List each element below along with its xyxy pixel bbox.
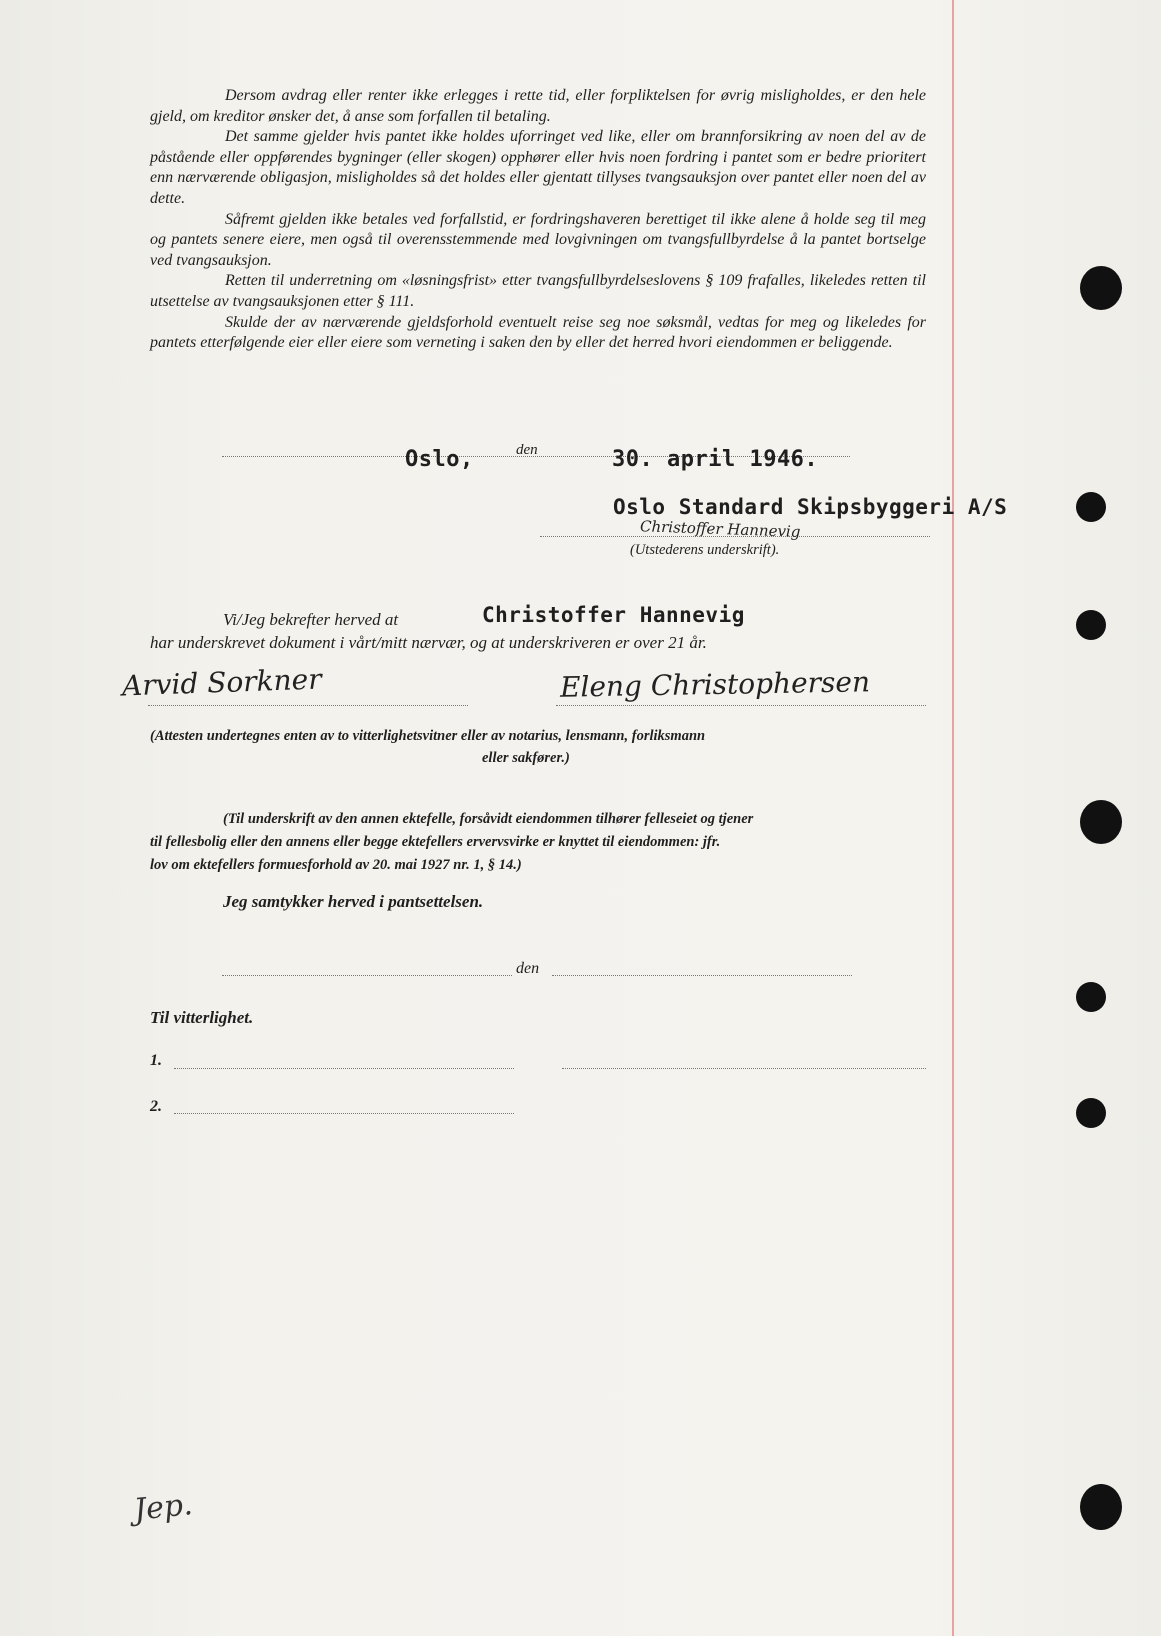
clause-insurance: Det samme gjelder hvis pantet ikke holdes uforringet ved like, eller om brannforsikring av noen del av de påstående eller oppførendes bygninger (eller skogen) opphører eller hvis noen fordring i pantet som er bedre prioritert enn nærværende obligasjon, misligholdes så det holdes eller gjentatt tillyses tvangsauksjon over pantet eller noen del av dette. xyxy=(150,128,926,207)
witness-signature-left: Arvid Sorkner xyxy=(121,662,323,703)
corner-initials: Jep. xyxy=(132,1487,195,1528)
spouse-date-line-left xyxy=(222,975,512,976)
issue-date: 30. april 1946. xyxy=(612,447,819,472)
issuer-name: Oslo Standard Skipsbyggeri A/S xyxy=(613,495,1008,519)
witness-confirm-prefix: Vi/Jeg bekrefter herved at xyxy=(223,610,399,629)
spouse-den-label: den xyxy=(516,960,540,977)
vitterlighet-item-2: 2. xyxy=(150,1098,162,1115)
margin-line xyxy=(952,0,954,1636)
punch-hole xyxy=(1076,982,1106,1012)
witness-confirm-line2: har underskrevet dokument i vårt/mitt nærvær, og at underskriveren er over 21 år. xyxy=(150,633,707,652)
spouse-consent: Jeg samtykker herved i pantsettelsen. xyxy=(223,892,484,911)
spouse-date-line-right xyxy=(552,975,852,976)
terms-clauses xyxy=(150,86,926,354)
attest-note-line1: (Attesten undertegnes enten av to vitterlighetsvitner eller av notarius, lensmann, forliksmann xyxy=(150,728,706,744)
punch-hole xyxy=(1076,492,1106,522)
punch-hole xyxy=(1080,1484,1122,1530)
vitterlighet-line-2 xyxy=(174,1113,514,1114)
clause-venue: Skulde der av nærværende gjeldsforhold eventuelt reise seg noe søksmål, vedtas for meg og likeledes for pantets etterfølgende eier eller eiere som verneting i saken den by eller det herred hvori eiendommen er beliggende. xyxy=(150,313,926,352)
witness-line-left xyxy=(148,705,468,706)
attest-note-line2: eller sakfører.) xyxy=(482,750,570,766)
clause-notice: Retten til underretning om «løsningsfrist» etter tvangsfullbyrdelseslovens § 109 frafalles, likeledes retten til utsettelse av tvangsauksjonen etter § 111. xyxy=(150,272,926,310)
clause-enforcement: Såfremt gjelden ikke betales ved forfallstid, er fordringshaveren berettiget til ikke alene å holde seg til meg og pantets senere eiere, men også til overensstemmende med lovgivningen om tvangsfullbyrdelse å la pantet bortselge ved tvangsauksjon. xyxy=(150,210,926,269)
issuer-signature: Christoffer Hannevig xyxy=(639,517,801,541)
spouse-note-line1: (Til underskrift av den annen ektefelle, forsåvidt eiendommen tilhører felleseiet og tjener xyxy=(223,811,754,827)
punch-hole xyxy=(1076,1098,1106,1128)
vitterlighet-line-1-left xyxy=(174,1068,514,1069)
witness-line-right xyxy=(556,705,926,706)
issue-den-label: den xyxy=(516,442,538,458)
spouse-note-line3: lov om ektefellers formuesforhold av 20. mai 1927 nr. 1, § 14.) xyxy=(150,857,522,873)
spouse-note-line2: til fellesbolig eller den annens eller begge ektefellers ervervsvirke er knyttet til eiendommen: jfr. xyxy=(150,834,721,850)
issuer-signature-caption: (Utstederens underskrift). xyxy=(630,542,780,558)
issue-place: Oslo, xyxy=(405,447,474,472)
clause-default: Dersom avdrag eller renter ikke erlegges i rette tid, eller forpliktelsen for øvrig misligholdes, er den hele gjeld, om kreditor ønsker det, å anse som forfallen til betaling. xyxy=(150,87,926,125)
punch-hole xyxy=(1076,610,1106,640)
vitterlighet-line-1-right xyxy=(562,1068,926,1069)
vitterlighet-title: Til vitterlighet. xyxy=(150,1008,254,1027)
punch-hole xyxy=(1080,800,1122,844)
witness-signature-right: Eleng Christophersen xyxy=(559,665,871,704)
vitterlighet-item-1: 1. xyxy=(150,1052,162,1069)
witness-signer-name: Christoffer Hannevig xyxy=(482,603,745,627)
punch-hole xyxy=(1080,266,1122,310)
